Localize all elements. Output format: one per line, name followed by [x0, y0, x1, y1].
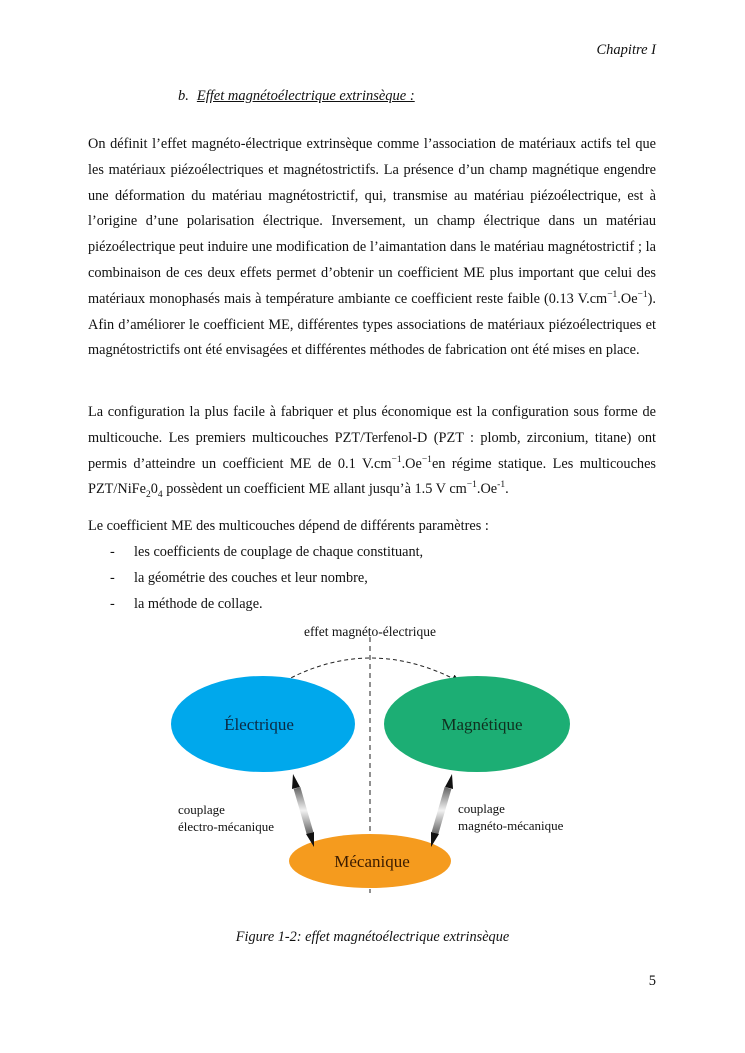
- bullet-dash: -: [110, 569, 115, 586]
- parameter-list: [110, 540, 423, 617]
- right-coupling-label-2: magnéto-mécanique: [458, 818, 564, 833]
- p2-text-4: 0: [150, 481, 158, 498]
- p1-text-b: .Oe: [617, 290, 638, 307]
- figure-caption: Figure 1-2: effet magnétoélectrique extrinsèque: [235, 929, 510, 945]
- me-effect-arc: [285, 658, 458, 681]
- p1-text-c: ). Afin d’améliorer le coefficient ME, différentes types associations de matériaux piézoélectriques et magnétostrictifs ont été envisagées et différentes méthodes de fabrication ont été mises en place.: [88, 290, 656, 359]
- p2-text-3: en régime statique. Les multicouches PZT/NiFe: [88, 455, 656, 498]
- right-coupling-label-1: couplage: [458, 801, 505, 816]
- paragraph-3: Le coefficient ME des multicouches dépend de différents paramètres :: [88, 518, 489, 534]
- p1-text-a: On définit l’effet magnéto-électrique extrinsèque comme l’association de matériaux actifs tel que les matériaux piézoélectriques et magnétostrictifs. La présence d’un champ magnétique engendre une déformation du matériau magnétostrictif, qui, transmise au matériau piézoélectrique, est à l’origine d’une polarisation électrique. Inversement, un champ électrique dans un matériau piézoélectrique peut induire une modification de l’aimantation dans le matériau magnétostrictif ; la combinaison de ces deux effets permet d’obtenir un coefficient ME plus important que celui des matériaux monophasés mais à température ambiante ce coefficient reste faible (0.13 V.cm: [88, 136, 656, 307]
- left-coupling-arrow: [292, 774, 314, 847]
- electric-label: Électrique: [224, 715, 294, 734]
- me-effect-diagram: [0, 615, 745, 915]
- p1-sup-1: −1: [607, 290, 618, 301]
- p1-sup-2: −1: [637, 290, 648, 301]
- page-number: 5: [648, 973, 656, 989]
- chapter-header: Chapitre I: [596, 42, 656, 58]
- right-coupling-arrow: [431, 774, 453, 847]
- paragraph-1: [88, 132, 656, 364]
- section-heading: [178, 88, 415, 105]
- list-item: [110, 566, 423, 592]
- p2-text-6: .Oe: [476, 481, 498, 498]
- bullet-dash: -: [110, 595, 115, 612]
- left-coupling-label-1: couplage: [178, 802, 225, 817]
- p2-text-1: La configuration la plus facile à fabriquer et plus économique est la configuration sous forme de multicouche. Les premiers multicouches PZT/Terfenol-D (PZT : plomb, zirconium, titane) ont permis d’atteindre un coefficient ME de 0.1 V.cm: [88, 404, 656, 472]
- mechanical-label: Mécanique: [334, 852, 410, 871]
- diagram-svg: [0, 615, 745, 915]
- p2-text-2: .Oe: [401, 455, 422, 472]
- list-item-text: la géométrie des couches et leur nombre,: [134, 569, 368, 586]
- p2-text-5: possèdent un coefficient ME allant jusqu’à 1.5 V cm: [162, 481, 467, 498]
- list-item: [110, 592, 423, 618]
- p2-text-7: .: [505, 481, 509, 498]
- paragraph-2: [88, 400, 656, 503]
- p2-sub-1: 2: [145, 490, 151, 501]
- bullet-dash: -: [110, 544, 115, 560]
- list-item: [110, 540, 423, 566]
- section-letter: b.: [178, 88, 189, 104]
- list-item-text: la méthode de collage.: [134, 595, 263, 612]
- p2-sup-1: −1: [391, 454, 402, 465]
- left-coupling-label-2: électro-mécanique: [178, 819, 274, 834]
- top-label: effet magnéto-électrique: [303, 624, 437, 639]
- section-title-text: Effet magnétoélectrique extrinsèque :: [196, 88, 415, 104]
- list-item-text: les coefficients de couplage de chaque constituant,: [134, 544, 424, 560]
- p2-sub-2: 4: [157, 490, 163, 501]
- p2-sup-2: −1: [421, 454, 432, 465]
- p2-sup-4: -1: [497, 480, 506, 491]
- magnetic-label: Magnétique: [441, 715, 523, 734]
- p2-sup-3: −1: [466, 480, 477, 491]
